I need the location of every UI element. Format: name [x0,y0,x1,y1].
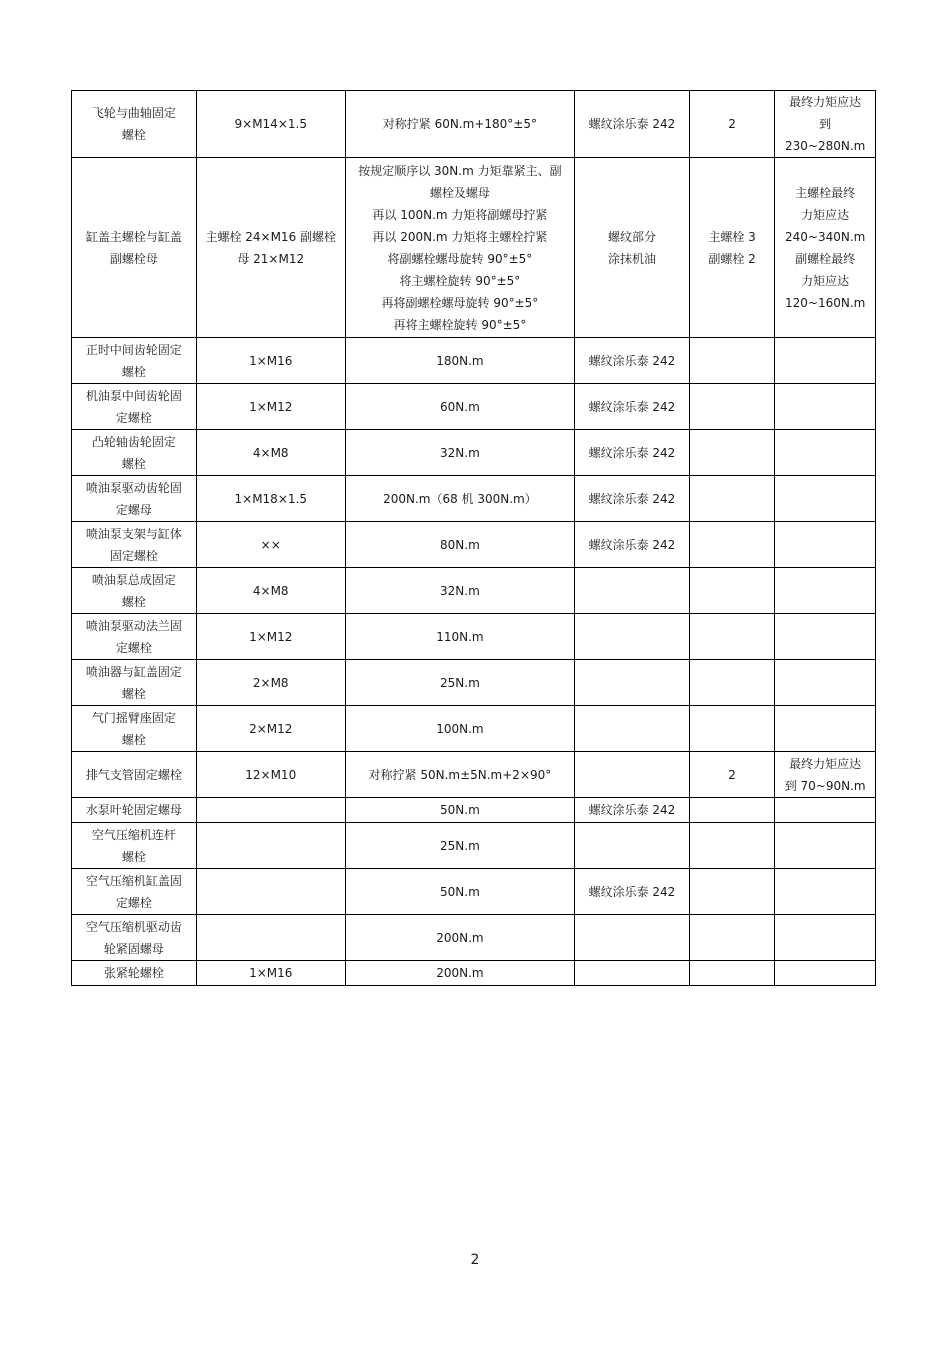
note-cell [775,660,876,706]
torque-spec-table [71,90,876,986]
spec-cell [196,823,345,869]
spec-cell: 1×M18×1.5 [196,476,345,522]
treatment-cell: 螺纹涂乐泰 242 [575,798,690,823]
count-cell [689,614,775,660]
torque-cell: 180N.m [345,338,574,384]
torque-cell: 200N.m [345,961,574,986]
note-cell [775,338,876,384]
treatment-cell: 螺纹涂乐泰 242 [575,430,690,476]
treatment-cell: 螺纹涂乐泰 242 [575,338,690,384]
part-name-cell: 正时中间齿轮固定 螺栓 [72,338,197,384]
spec-cell: 1×M12 [196,384,345,430]
spec-cell: 1×M12 [196,614,345,660]
treatment-cell [575,752,690,798]
part-name-cell: 喷油泵驱动法兰固 定螺栓 [72,614,197,660]
part-name-cell: 排气支管固定螺栓 [72,752,197,798]
count-cell [689,476,775,522]
note-cell [775,798,876,823]
note-cell: 最终力矩应达 到 70~90N.m [775,752,876,798]
treatment-cell: 螺纹涂乐泰 242 [575,476,690,522]
count-cell [689,660,775,706]
count-cell [689,706,775,752]
count-cell [689,823,775,869]
note-cell [775,476,876,522]
part-name-cell: 飞轮与曲轴固定 螺栓 [72,91,197,158]
torque-cell: 对称拧紧 60N.m+180°±5° [345,91,574,158]
spec-cell: 2×M8 [196,660,345,706]
part-name-cell: 喷油泵总成固定 螺栓 [72,568,197,614]
part-name-cell: 喷油泵支架与缸体 固定螺栓 [72,522,197,568]
spec-cell: 主螺栓 24×M16 副螺栓 母 21×M12 [196,158,345,338]
table-row [72,614,876,660]
treatment-cell: 螺纹涂乐泰 242 [575,522,690,568]
table-row [72,476,876,522]
count-cell [689,568,775,614]
note-cell [775,706,876,752]
torque-cell: 60N.m [345,384,574,430]
spec-cell: ×× [196,522,345,568]
part-name-cell: 喷油泵驱动齿轮固 定螺母 [72,476,197,522]
count-cell: 主螺栓 3 副螺栓 2 [689,158,775,338]
note-cell: 最终力矩应达 到 230~280N.m [775,91,876,158]
torque-cell: 25N.m [345,823,574,869]
table-row [72,961,876,986]
count-cell [689,430,775,476]
spec-cell [196,915,345,961]
part-name-cell: 凸轮轴齿轮固定 螺栓 [72,430,197,476]
table-row [72,568,876,614]
treatment-cell [575,614,690,660]
part-name-cell: 水泵叶轮固定螺母 [72,798,197,823]
torque-cell: 200N.m [345,915,574,961]
spec-cell: 9×M14×1.5 [196,91,345,158]
treatment-cell: 螺纹部分 涂抹机油 [575,158,690,338]
treatment-cell: 螺纹涂乐泰 242 [575,91,690,158]
spec-cell: 1×M16 [196,961,345,986]
note-cell: 主螺栓最终 力矩应达 240~340N.m 副螺栓最终 力矩应达 120~160N.m [775,158,876,338]
treatment-cell [575,961,690,986]
spec-cell: 1×M16 [196,338,345,384]
part-name-cell: 气门摇臂座固定 螺栓 [72,706,197,752]
torque-cell: 32N.m [345,430,574,476]
table-row [72,660,876,706]
torque-cell: 25N.m [345,660,574,706]
count-cell [689,869,775,915]
note-cell [775,915,876,961]
treatment-cell [575,660,690,706]
page-number: 2 [470,1252,480,1268]
torque-cell: 32N.m [345,568,574,614]
treatment-cell: 螺纹涂乐泰 242 [575,384,690,430]
treatment-cell [575,706,690,752]
torque-cell: 100N.m [345,706,574,752]
note-cell [775,430,876,476]
torque-cell: 50N.m [345,869,574,915]
note-cell [775,522,876,568]
note-cell [775,614,876,660]
table-row [72,384,876,430]
torque-cell: 110N.m [345,614,574,660]
treatment-cell: 螺纹涂乐泰 242 [575,869,690,915]
table-row [72,752,876,798]
part-name-cell: 喷油器与缸盖固定 螺栓 [72,660,197,706]
table-row [72,338,876,384]
table-row [72,91,876,158]
spec-cell [196,869,345,915]
table-row [72,823,876,869]
table-row [72,158,876,338]
treatment-cell [575,823,690,869]
part-name-cell: 缸盖主螺栓与缸盖 副螺栓母 [72,158,197,338]
spec-cell: 2×M12 [196,706,345,752]
part-name-cell: 机油泵中间齿轮固 定螺栓 [72,384,197,430]
part-name-cell: 张紧轮螺栓 [72,961,197,986]
note-cell [775,823,876,869]
note-cell [775,961,876,986]
spec-cell: 12×M10 [196,752,345,798]
table-row [72,915,876,961]
torque-cell: 50N.m [345,798,574,823]
note-cell [775,384,876,430]
torque-cell: 对称拧紧 50N.m±5N.m+2×90° [345,752,574,798]
torque-cell: 80N.m [345,522,574,568]
torque-cell: 按规定顺序以 30N.m 力矩靠紧主、副 螺栓及螺母 再以 100N.m 力矩将副螺母拧紧 再以 200N.m 力矩将主螺栓拧紧 将副螺栓螺母旋转 90°±5° 将主螺栓旋转 90°±5° 再将副螺栓螺母旋转 90°±5° 再将主螺栓旋转 90°±5° [345,158,574,338]
table-row [72,798,876,823]
spec-cell: 4×M8 [196,430,345,476]
part-name-cell: 空气压缩机缸盖固 定螺栓 [72,869,197,915]
spec-cell [196,798,345,823]
count-cell [689,384,775,430]
note-cell [775,568,876,614]
count-cell: 2 [689,752,775,798]
spec-cell: 4×M8 [196,568,345,614]
part-name-cell: 空气压缩机连杆 螺栓 [72,823,197,869]
count-cell [689,522,775,568]
treatment-cell [575,915,690,961]
count-cell [689,798,775,823]
table-row [72,869,876,915]
table-body [72,91,876,986]
note-cell [775,869,876,915]
count-cell [689,915,775,961]
torque-cell: 200N.m（68 机 300N.m） [345,476,574,522]
table-row [72,522,876,568]
table-row [72,706,876,752]
table-row [72,430,876,476]
count-cell [689,338,775,384]
count-cell [689,961,775,986]
count-cell: 2 [689,91,775,158]
part-name-cell: 空气压缩机驱动齿 轮紧固螺母 [72,915,197,961]
treatment-cell [575,568,690,614]
